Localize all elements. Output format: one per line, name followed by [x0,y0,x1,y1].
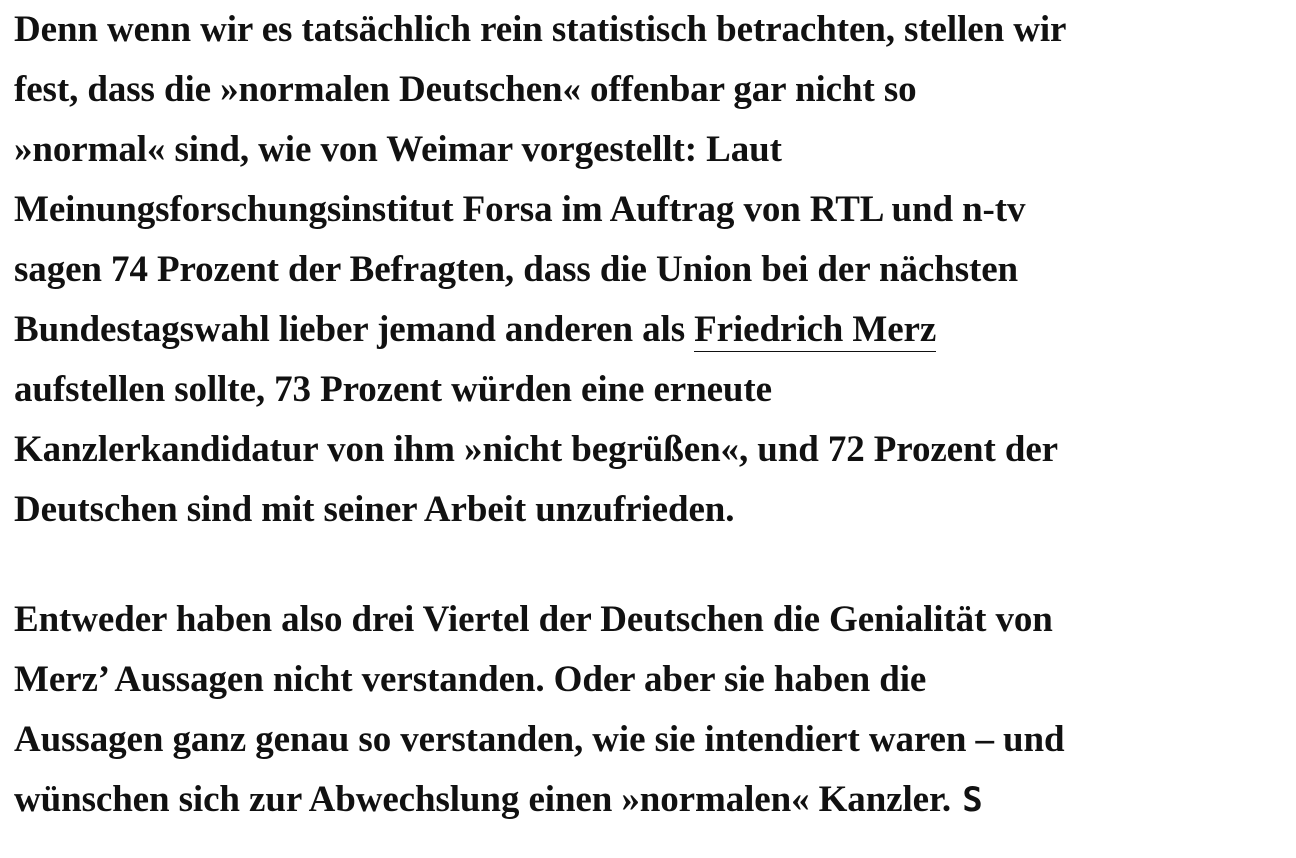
text-line-final [14,770,1284,830]
text-line: Denn wenn wir es tatsächlich rein statistisch betrachten, stellen wir [14,9,1067,50]
friedrich-merz-link[interactable]: Friedrich Merz [694,309,937,350]
text-line: aufstellen sollte, 73 Prozent würden eine erneute [14,369,772,410]
text-line: Deutschen sind mit seiner Arbeit unzufrieden. [14,489,735,530]
text-line: Kanzlerkandidatur von ihm »nicht begrüßen«, und 72 Prozent der [14,429,1058,470]
text-line: Merz’ Aussagen nicht verstanden. Oder aber sie haben die [14,659,927,700]
text-line: Entweder haben also drei Viertel der Deutschen die Genialität von [14,599,1053,640]
paragraph-statistics [14,0,1284,540]
paragraph-conclusion [14,590,1284,830]
text-line: fest, dass die »normalen Deutschen« offenbar gar nicht so [14,69,917,110]
text-line: Aussagen ganz genau so verstanden, wie sie intendiert waren – und [14,719,1065,760]
text-line-with-link [14,300,1284,360]
text-segment: wünschen sich zur Abwechslung einen »normalen« Kanzler. [14,779,961,820]
spiegel-end-mark-icon: S [962,779,983,820]
text-line: »normal« sind, wie von Weimar vorgestellt: Laut [14,129,782,170]
article-body [14,0,1284,830]
text-segment: Bundestagswahl lieber jemand anderen als [14,309,695,350]
text-line: sagen 74 Prozent der Befragten, dass die Union bei der nächsten [14,249,1019,290]
text-line: Meinungsforschungsinstitut Forsa im Auftrag von RTL und n-tv [14,189,1026,230]
